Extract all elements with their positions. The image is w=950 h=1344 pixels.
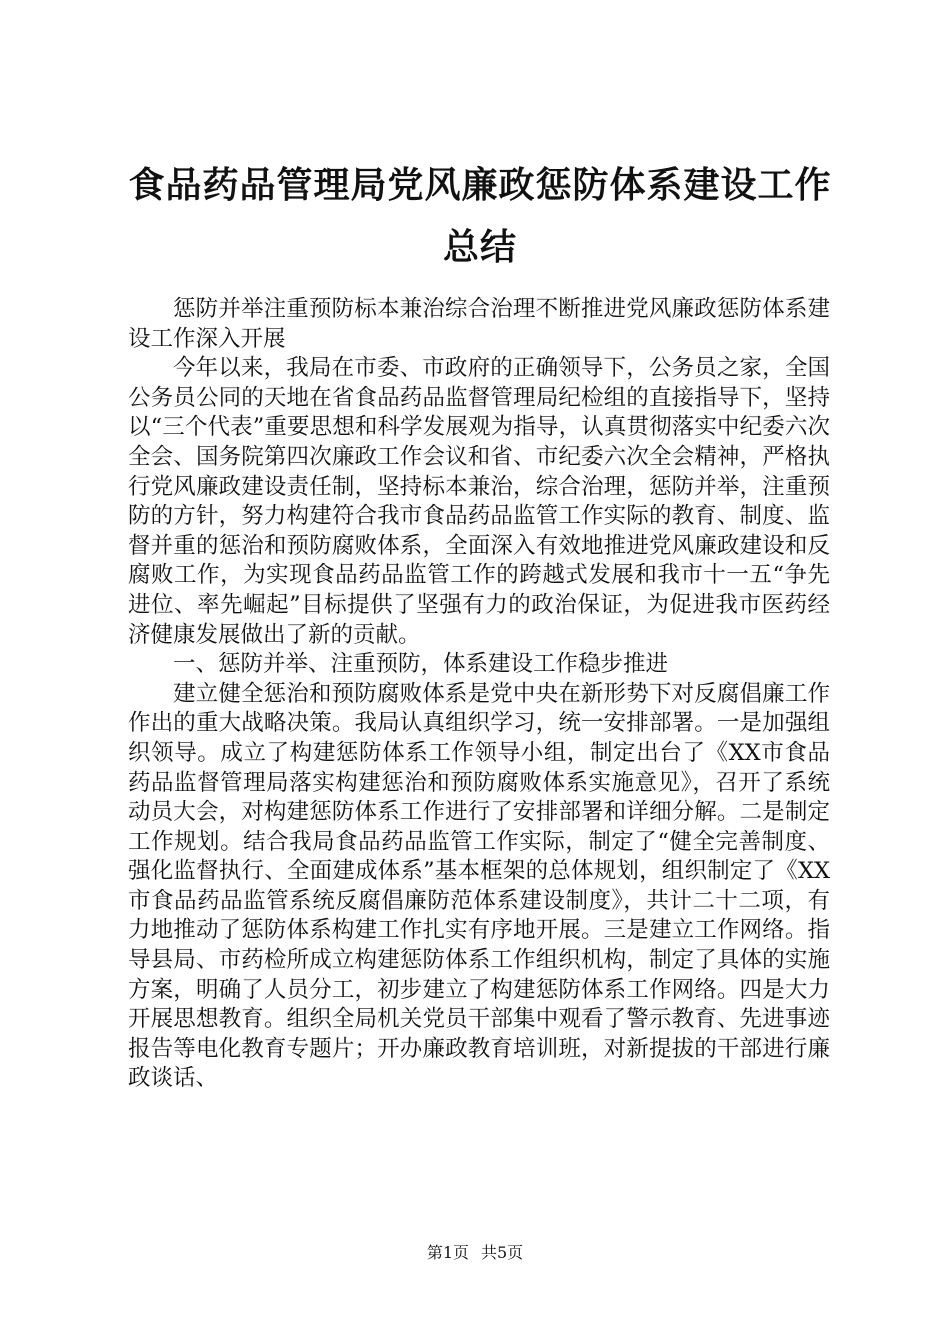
section-heading: 一、惩防并举、注重预防，体系建设工作稳步推进 (173, 651, 669, 678)
page-footer (0, 1243, 950, 1263)
document-body (128, 295, 830, 1094)
body-paragraph: 建立健全惩治和预防腐败体系是党中央在新形势下对反腐倡廉工作作出的重大战略决策。我局认真组织学习，统一安排部署。一是加强组织领导。成立了构建惩防体系工作领导小组，制定出台了《XX市食品药品监督管理局落实构建惩治和预防腐败体系实施意见》，召开了系统动员大会，对构建惩防体系工作进行了安排部署和详细分解。二是制定工作规划。结合我局食品药品监管工作实际，制定了“健全完善制度、强化监督执行、全面建成体系”基本框架的总体规划，组织制定了《XX市食品药品监管系统反腐倡廉防范体系建设制度》，共计二十二项，有力地推动了惩防体系构建工作扎实有序地开展。三是建立工作网络。指导县局、市药检所成立构建惩防体系工作组织机构，制定了具体的实施方案，明确了人员分工，初步建立了构建惩防体系工作网络。四是大力开展思想教育。组织全局机关党员干部集中观看了警示教育、先进事迹报告等电化教育专题片；开办廉政教育培训班，对新提拔的干部进行廉政谈话、 (128, 680, 830, 1092)
page-number: 第1页 (426, 1243, 469, 1262)
body-paragraph: 今年以来，我局在市委、市政府的正确领导下，公务员之家，全国公务员公同的天地在省食品药品监督管理局纪检组的直接指导下，坚持以“三个代表”重要思想和科学发展观为指导，认真贯彻落实中纪委六次全会、国务院第四次廉政工作会议和省、市纪委六次全会精神，严格执行党风廉政建设责任制，坚持标本兼治，综合治理，惩防并举，注重预防的方针，努力构建符合我市食品药品监管工作实际的教育、制度、监督并重的惩治和预防腐败体系，全面深入有效地推进党风廉政建设和反腐败工作，为实现食品药品监管工作的跨越式发展和我市十一五“争先进位、率先崛起”目标提供了坚强有力的政治保证，为促进我市医药经济健康发展做出了新的贡献。 (128, 355, 830, 648)
document-title: 食品药品管理局党风廉政惩防体系建设工作总结 (128, 165, 832, 268)
page-total: 共5页 (481, 1243, 524, 1262)
subtitle-paragraph: 惩防并举注重预防标本兼治综合治理不断推进党风廉政惩防体系建设工作深入开展 (128, 296, 830, 352)
